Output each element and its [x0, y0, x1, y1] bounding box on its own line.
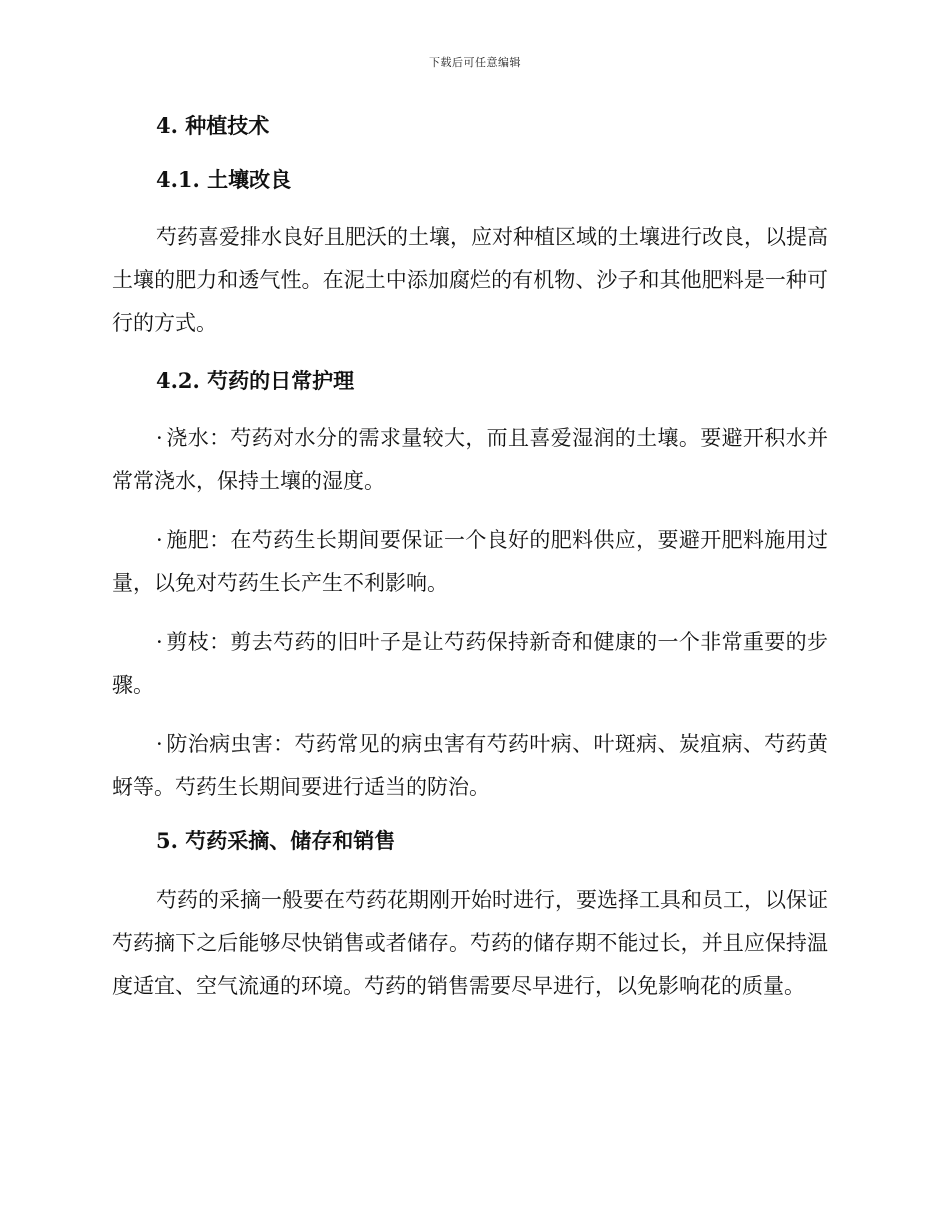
bullet-dot: ·	[156, 528, 163, 552]
subsection-heading-4-2: 4.2. 芍药的日常护理	[156, 368, 355, 393]
bullet-text: 剪枝：剪去芍药的旧叶子是让芍药保持新奇和健康的一个非常重要的步骤。	[112, 630, 828, 697]
bullet-dot: ·	[156, 426, 163, 450]
bullet-text: 施肥：在芍药生长期间要保证一个良好的肥料供应，要避开肥料施用过量，以免对芍药生长产生不利影响。	[112, 528, 828, 595]
bullet-item-fertilizing	[112, 519, 828, 605]
section-heading-4: 4. 种植技术	[156, 113, 270, 138]
bullet-dot: ·	[156, 732, 163, 756]
document-body	[112, 110, 828, 1028]
subsection-heading-4-1: 4.1. 土壤改良	[156, 167, 292, 192]
paragraph-soil-improvement: 芍药喜爱排水良好且肥沃的土壤，应对种植区域的土壤进行改良，以提高土壤的肥力和透气性。在泥土中添加腐烂的有机物、沙子和其他肥料是一种可行的方式。	[112, 225, 828, 335]
bullet-text: 浇水：芍药对水分的需求量较大，而且喜爱湿润的土壤。要避开积水并常常浇水，保持土壤的湿度。	[112, 426, 828, 493]
page-header: 下载后可任意编辑	[429, 56, 521, 69]
bullet-item-watering	[112, 417, 828, 503]
section-heading-5: 5. 芍药采摘、储存和销售	[156, 828, 396, 853]
bullet-item-pest-control	[112, 723, 828, 809]
paragraph-harvest-storage-sales: 芍药的采摘一般要在芍药花期刚开始时进行，要选择工具和员工，以保证芍药摘下之后能够尽快销售或者储存。芍药的储存期不能过长，并且应保持温度适宜、空气流通的环境。芍药的销售需要尽早进行，以免影响花的质量。	[112, 888, 828, 998]
bullet-text: 防治病虫害：芍药常见的病虫害有芍药叶病、叶斑病、炭疽病、芍药黄蚜等。芍药生长期间要进行适当的防治。	[112, 732, 828, 799]
bullet-item-pruning	[112, 621, 828, 707]
bullet-dot: ·	[156, 630, 163, 654]
